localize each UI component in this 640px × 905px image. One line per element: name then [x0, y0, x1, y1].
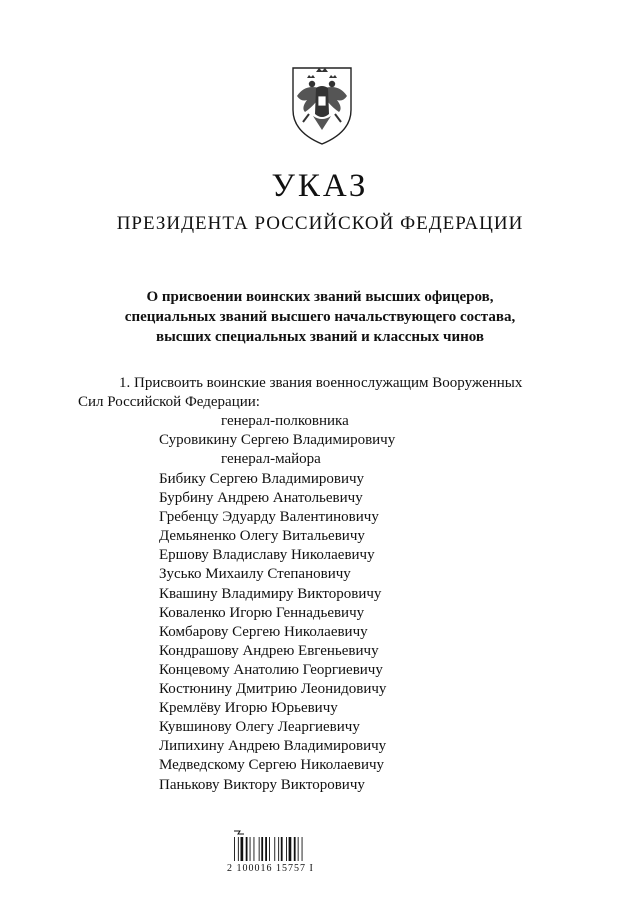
decree-heading	[0, 287, 640, 347]
name-item: Гребенцу Эдуарду Валентиновичу	[159, 509, 379, 526]
rank-1-name-list	[159, 431, 395, 450]
name-item: Квашину Владимиру Викторовичу	[159, 585, 382, 602]
paragraph-1	[78, 374, 564, 412]
name-item: Кондрашову Андрею Евгеньевичу	[159, 642, 379, 659]
rank-heading-colonel-general: генерал-полковника	[221, 413, 349, 429]
name-item: Ершову Владиславу Николаевичу	[159, 547, 375, 564]
name-item: Концевому Анатолию Георгиевичу	[159, 661, 383, 678]
name-item: Комбарову Сергею Николаевичу	[159, 623, 368, 640]
document-serial: 2 100016 15757 I	[227, 863, 314, 874]
document-title: УКАЗ	[271, 168, 369, 204]
name-item: Бибику Сергею Владимировичу	[159, 471, 365, 487]
heading-line: высших специальных званий и классных чинов	[155, 329, 484, 345]
coat-of-arms-icon	[283, 58, 361, 148]
paragraph-line: Сил Российской Федерации:	[78, 394, 260, 410]
name-item: Липихину Андрею Владимировичу	[159, 738, 387, 755]
name-item: Кремлёву Игорю Юрьевичу	[159, 700, 338, 717]
name-item: Коваленко Игорю Геннадьевичу	[159, 604, 365, 621]
heading-line: специальных званий высшего начальствующего состава,	[124, 309, 516, 325]
document-subtitle: ПРЕЗИДЕНТА РОССИЙСКОЙ ФЕДЕРАЦИИ	[116, 213, 524, 234]
name-item: Суровикину Сергею Владимировичу	[159, 432, 396, 448]
name-item: Зусько Михаилу Степановичу	[159, 566, 351, 583]
name-item: Медведскому Сергею Николаевичу	[159, 757, 385, 774]
name-item: Кувшинову Олегу Леаргиевичу	[159, 719, 360, 736]
name-item: Костюнину Дмитрию Леонидовичу	[159, 681, 387, 698]
heading-line: О присвоении воинских званий высших офицеров,	[146, 289, 494, 305]
paragraph-line: 1. Присвоить воинские звания военнослужащим Вооруженных	[119, 375, 523, 391]
name-item: Панькову Виктору Викторовичу	[159, 776, 365, 793]
rank-2-name-list	[159, 470, 386, 795]
name-item: Бурбину Андрею Анатольевичу	[159, 490, 363, 507]
rank-heading-major-general: генерал-майора	[221, 451, 321, 467]
name-item: Демьяненко Олегу Витальевичу	[159, 528, 365, 545]
